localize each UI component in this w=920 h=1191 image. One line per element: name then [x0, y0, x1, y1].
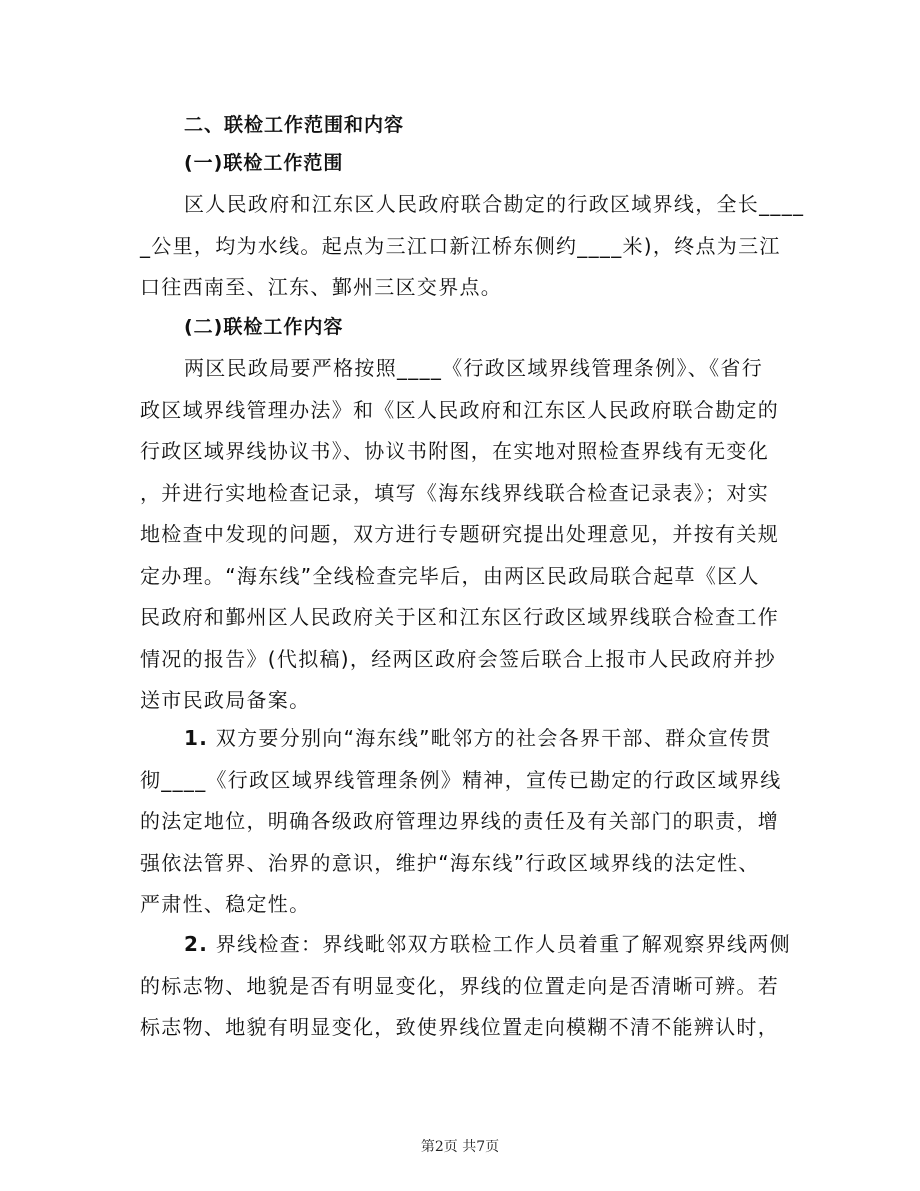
- paragraph-line: 两区民政局要严格按照____《行政区域界线管理条例》、《省行: [184, 356, 763, 380]
- item-number: 1.: [184, 726, 209, 750]
- paragraph-line: 的标志物、地貌是否有明显变化，界线的位置走向是否清晰可辨。若: [140, 973, 779, 998]
- section-heading: 二、联检工作范围和内容: [184, 114, 405, 136]
- paragraph-line: 地检查中发现的问题，双方进行专题研究提出处理意见，并按有关规: [140, 522, 779, 546]
- paragraph-line: 区人民政府和江东区人民政府联合勘定的行政区域界线，全长____: [184, 192, 805, 216]
- paragraph-line: 口往西南至、江东、鄞州三区交界点。: [140, 275, 503, 299]
- paragraph-line: 彻____《行政区域界线管理条例》精神，宣传已勘定的行政区域界线: [140, 767, 782, 792]
- paragraph-line: 标志物、地貌有明显变化，致使界线位置走向模糊不清不能辨认时，: [140, 1015, 779, 1039]
- item-number: 2.: [184, 932, 209, 956]
- paragraph-line: [140, 924, 791, 966]
- scope-heading: (一)联检工作范围: [184, 152, 344, 174]
- scope-paragraph: [140, 184, 805, 309]
- content-paragraph: [140, 348, 785, 722]
- paragraph-line: 定办理。“海东线”全线检查完毕后，由两区民政局联合起草《区人: [140, 563, 760, 588]
- paragraph-line: 送市民政局备案。: [140, 688, 311, 712]
- paragraph-text: 界线检查：界线毗邻双方联检工作人员着重了解观察界线两侧: [215, 932, 791, 956]
- paragraph-line: [140, 718, 785, 760]
- paragraph-line: 情况的报告》(代拟稿)，经两区政府会签后联合上报市人民政府并抄: [140, 646, 776, 671]
- content-heading: (二)联检工作内容: [184, 316, 344, 338]
- paragraph-line: ，并进行实地检查记录，填写《海东线界线联合检查记录表》；对实: [140, 480, 769, 505]
- item-1-paragraph: [140, 718, 785, 926]
- paragraph-line: 严肃性、稳定性。: [140, 892, 311, 916]
- paragraph-line: 行政区域界线协议书》、协议书附图，在实地对照检查界线有无变化: [140, 439, 769, 463]
- paragraph-line: 政区域界线管理办法》和《区人民政府和江东区人民政府联合勘定的: [140, 397, 779, 422]
- paragraph-line: 的法定地位，明确各级政府管理边界线的责任及有关部门的职责，增: [140, 809, 779, 833]
- paragraph-line: 强依法管界、治界的意识，维护“海东线”行政区域界线的法定性、: [140, 850, 760, 875]
- paragraph-line: _公里，均为水线。起点为三江口新江桥东侧约____米)，终点为三江: [140, 233, 781, 258]
- paragraph-line: 民政府和鄞州区人民政府关于区和江东区行政区域界线联合检查工作: [140, 605, 779, 629]
- page-number-footer: 第2页 共7页: [420, 1139, 500, 1155]
- paragraph-text: 双方要分别向“海东线”毗邻方的社会各界干部、群众宣传贯: [215, 726, 772, 750]
- item-2-paragraph: [140, 924, 791, 1049]
